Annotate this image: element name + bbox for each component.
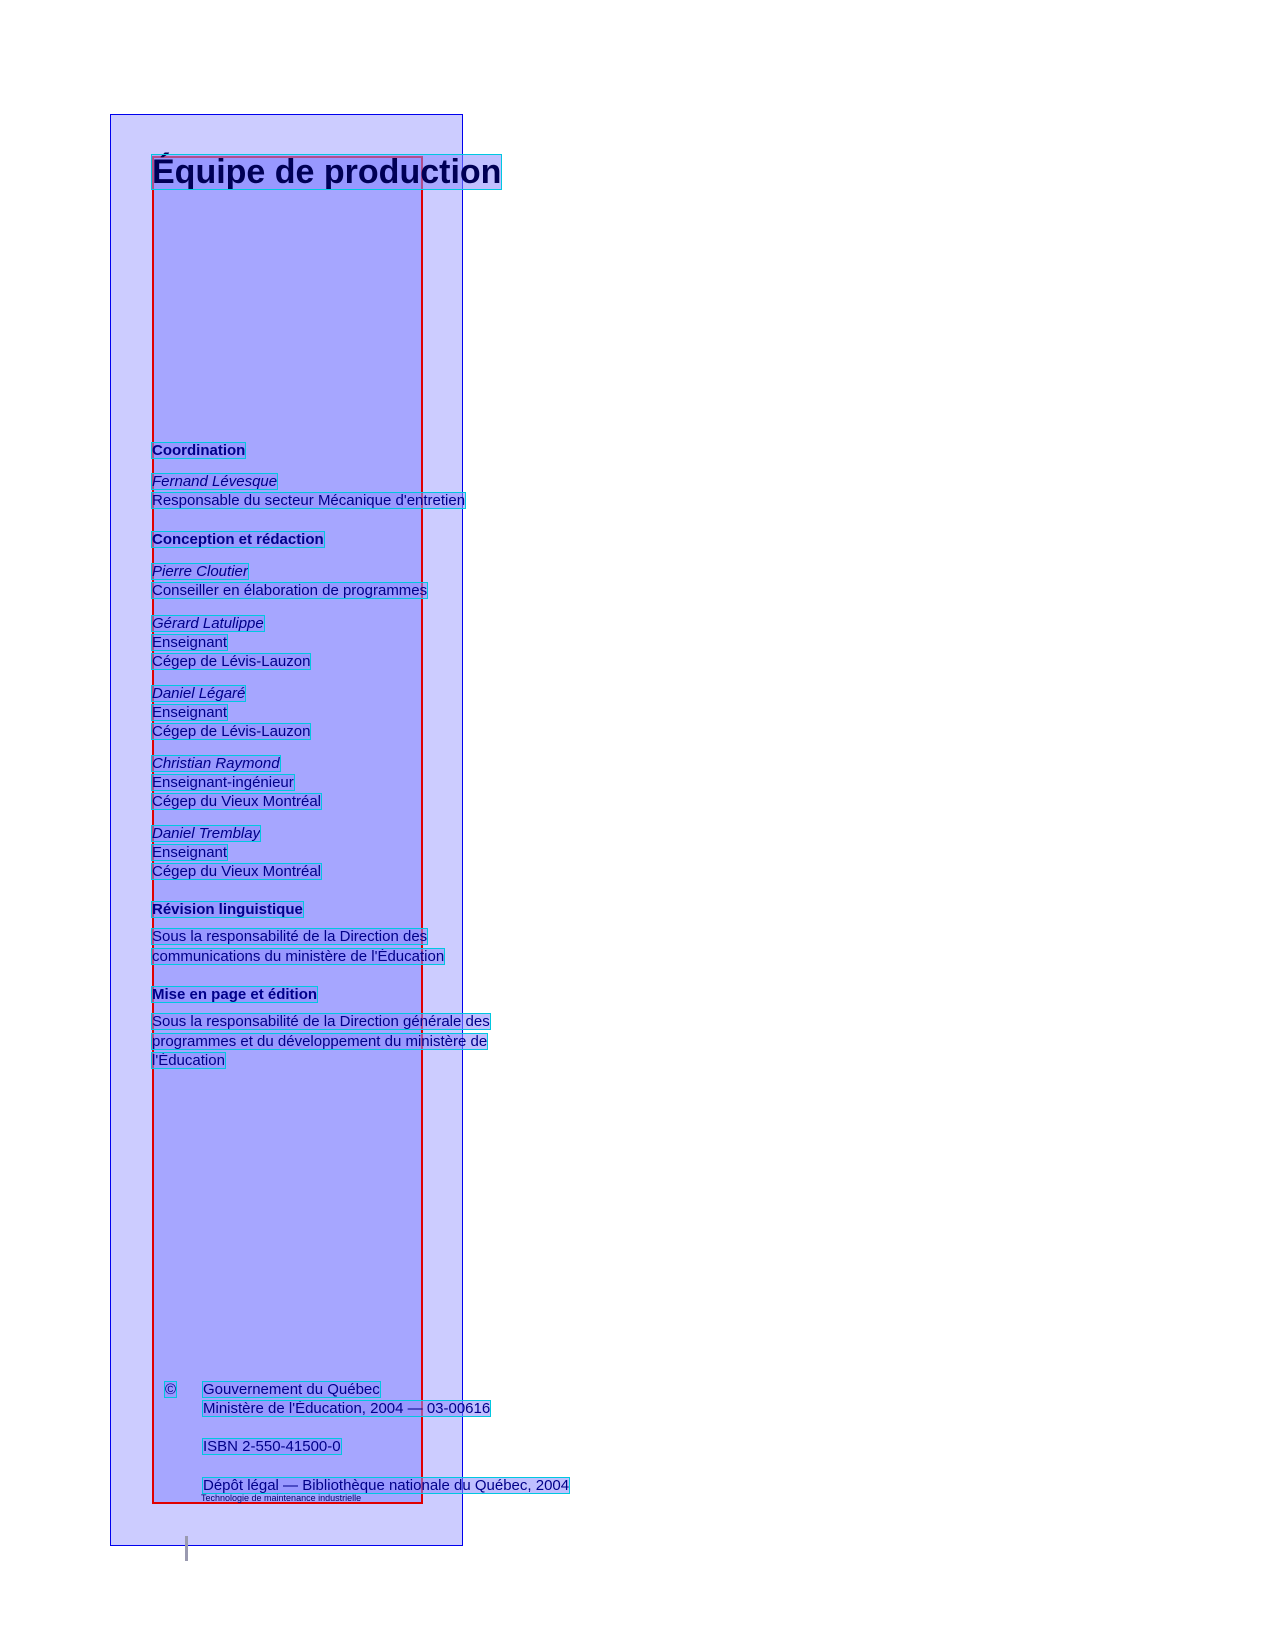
person-name: Fernand Lévesque: [152, 473, 278, 490]
person-role: Enseignant: [152, 634, 228, 651]
section-heading-conception: Conception et rédaction: [152, 531, 324, 548]
person-role: Responsable du secteur Mécanique d'entretien: [152, 492, 466, 509]
page-title: Équipe de production: [152, 153, 502, 191]
person-role: Enseignant: [152, 844, 228, 861]
section-heading-coordination: Coordination: [152, 442, 246, 459]
section-heading-mise-en-page: Mise en page et édition: [152, 986, 318, 1003]
person-name: Daniel Tremblay: [152, 825, 261, 842]
person-institution: Cégep du Vieux Montréal: [152, 863, 321, 880]
section-text-line: programmes et du développement du ministère de: [152, 1033, 488, 1050]
person-role: Conseiller en élaboration de programmes: [152, 582, 428, 599]
person-name: Christian Raymond: [152, 755, 280, 772]
section-text-line: Sous la responsabilité de la Direction des: [152, 928, 428, 945]
person-name: Gérard Latulippe: [152, 615, 264, 632]
footer-depot-legal: Dépôt légal — Bibliothèque nationale du Québec, 2004: [203, 1477, 570, 1494]
person-institution: Cégep de Lévis-Lauzon: [152, 653, 311, 670]
section-text-line: communications du ministère de l'Éducation: [152, 948, 445, 965]
person-name: Pierre Cloutier: [152, 563, 248, 580]
footer-isbn: ISBN 2-550-41500-0: [203, 1438, 341, 1455]
footer-ministry: Ministère de l'Éducation, 2004 — 03-00616: [203, 1400, 491, 1417]
person-institution: Cégep de Lévis-Lauzon: [152, 723, 311, 740]
section-heading-revision: Révision linguistique: [152, 901, 303, 918]
running-title: Technologie de maintenance industrielle: [201, 1493, 362, 1503]
section-text-line: l'Éducation: [152, 1052, 225, 1069]
footer-government: Gouvernement du Québec: [203, 1381, 380, 1398]
section-text-line: Sous la responsabilité de la Direction générale des: [152, 1013, 490, 1030]
person-institution: Cégep du Vieux Montréal: [152, 793, 321, 810]
person-role: Enseignant-ingénieur: [152, 774, 294, 791]
copyright-symbol: ©: [165, 1381, 177, 1398]
text-cursor-mark: [185, 1536, 188, 1561]
person-name: Daniel Légaré: [152, 685, 246, 702]
person-role: Enseignant: [152, 704, 228, 721]
